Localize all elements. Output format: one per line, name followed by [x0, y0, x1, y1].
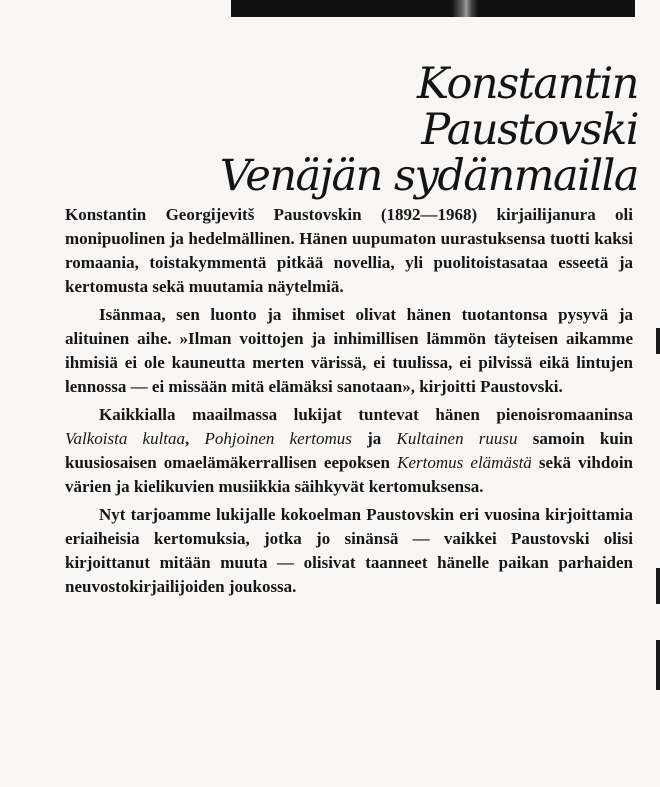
text-run: samoin kuin kuusiosaisen omaelämäkerrallisen eepoksen	[65, 429, 633, 472]
book-title-reference: Valkoista kultaa	[65, 429, 186, 448]
book-title-reference: Kultainen ruusu	[396, 429, 518, 448]
text-run: Isänmaa, sen luonto ja ihmiset olivat hänen tuotantonsa pysyvä ja alituinen aihe. »Ilman voittojen ja inhimillisen lämmön täyteisen aikamme ihmisiä ei ole kauneutta merten värissä, ei tuulissa, ei pilvissä eikä lintujen lennossa — ei missään mitä elämäksi sanotaan», kirjoitti Paustovski.	[65, 305, 633, 396]
page-edge-mark	[656, 640, 660, 690]
book-title-reference: Pohjoinen kertomus	[204, 429, 352, 448]
cover-photo-strip	[231, 0, 635, 17]
text-run: ja	[351, 429, 397, 448]
paragraph-career	[65, 203, 633, 299]
title-line-author-first: Konstantin	[417, 58, 638, 109]
blurb-body	[65, 203, 633, 603]
title-line-book: Venäjän sydänmailla	[219, 150, 638, 201]
paragraph-themes	[65, 303, 633, 399]
text-run: sekä vihdoin värien ja kielikuvien musiikkia säihkyvät kertomuksensa.	[65, 453, 633, 496]
text-run: Nyt tarjoamme lukijalle kokoelman Paustovskin eri vuosina kirjoittamia eriaiheisia kertomuksia, jotka jo sinänsä — vaikkei Paustovski olisi kirjoittanut mitään muuta — olisivat taanneet hänelle paikan parhaiden neuvostokirjailijoiden joukossa.	[65, 505, 633, 596]
page-edge-mark	[656, 568, 660, 604]
book-title-reference: Kertomus elämästä	[397, 453, 532, 472]
text-run: ,	[185, 429, 205, 448]
text-run: Kaikkialla maailmassa lukijat tuntevat hänen pienoisromaaninsa	[99, 405, 633, 424]
text-run: Konstantin Georgijevitš Paustovskin (1892—1968) kirjailijanura oli monipuolinen ja hedelmällinen. Hänen uupumaton uurastuksensa tuotti kaksi romaania, toistakymmentä pitkää novellia, yli puolitoistasataa esseetä ja kertomusta sekä muutamia näytelmiä.	[65, 205, 633, 296]
book-title	[78, 58, 638, 201]
page-edge-mark	[656, 328, 660, 354]
cover-photo-detail	[452, 0, 478, 17]
paragraph-collection	[65, 503, 633, 599]
paragraph-works	[65, 403, 633, 499]
title-line-author-last: Paustovski	[421, 104, 638, 155]
